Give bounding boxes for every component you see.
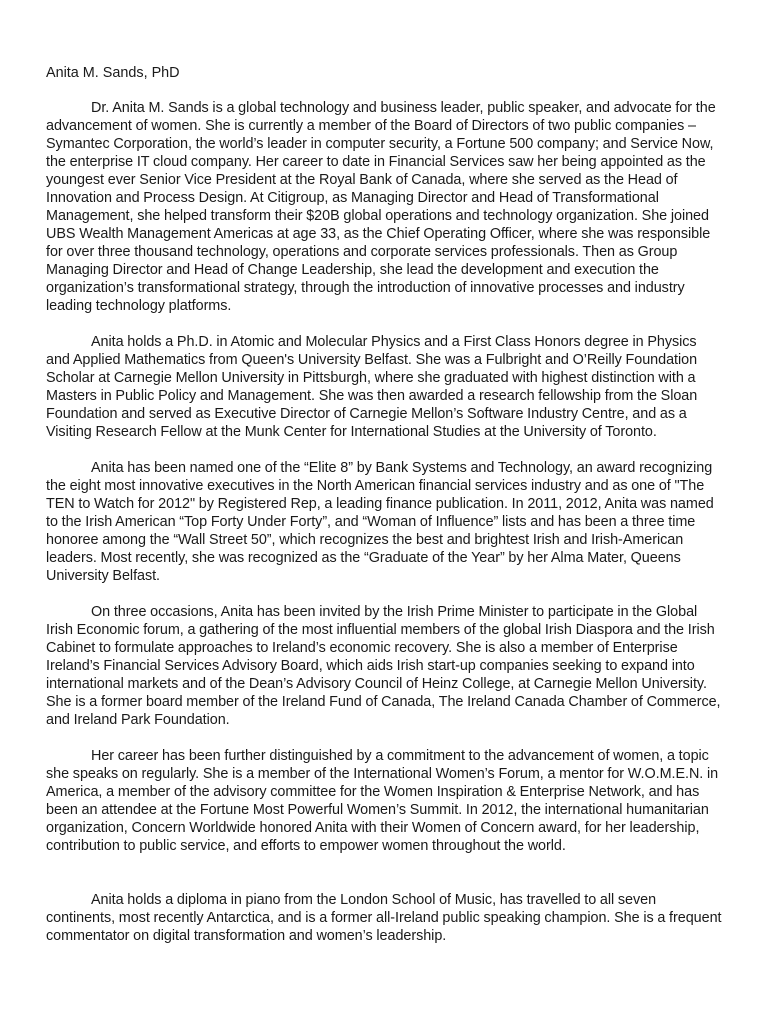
paragraph-irish-forum: On three occasions, Anita has been invited by the Irish Prime Minister to participate in the Global Irish Economic forum, a gathering of the most influential members of the global Irish Diaspora and the Irish Cabinet to formulate approaches to Ireland’s economic recovery. She is also a member of Enterprise Ireland’s Financial Services Advisory Board, which aids Irish start-up companies seeking to expand into international markets and of the Dean’s Advisory Council of Heinz College, at Carnegie Mellon University. She is a former board member of the Ireland Fund of Canada, The Ireland Canada Chamber of Commerce, and Ireland Park Foundation.	[46, 604, 721, 728]
paragraph-awards: Anita has been named one of the “Elite 8” by Bank Systems and Technology, an award recognizing the eight most innovative executives in the North American financial services industry and as one of "The TEN to Watch for 2012" by Registered Rep, a leading finance publication. In 2011, 2012, Anita was named to the Irish American “Top Forty Under Forty”, and “Woman of Influence” lists and has been a three time honoree among the “Wall Street 50”, which recognizes the best and brightest Irish and Irish-American leaders. Most recently, she was recognized as the “Graduate of the Year” by her Alma Mater, Queens University Belfast.	[46, 460, 714, 584]
paragraph-personal: Anita holds a diploma in piano from the London School of Music, has travelled to all seven continents, most recently Antarctica, and is a former all-Ireland public speaking champion. She is a frequent commentator on digital transformation and women’s leadership.	[46, 892, 722, 944]
paragraph-women-advocacy: Her career has been further distinguished by a commitment to the advancement of women, a topic she speaks on regularly. She is a member of the International Women’s Forum, a mentor for W.O.M.E.N. in America, a member of the advisory committee for the Women Inspiration & Enterprise Network, and has been an attendee at the Fortune Most Powerful Women’s Summit. In 2012, the international humanitarian organization, Concern Worldwide honored Anita with their Women of Concern award, for her leadership, contribution to public service, and efforts to empower women throughout the world.	[46, 748, 719, 854]
paragraph-overview: Dr. Anita M. Sands is a global technology and business leader, public speaker, and advocate for the advancement of women. She is currently a member of the Board of Directors of two public companies – Symantec Corporation, the world’s leader in computer security, a Fortune 500 company; and Service Now, the enterprise IT cloud company. Her career to date in Financial Services saw her being appointed as the youngest ever Senior Vice President at the Royal Bank of Canada, where she served as the Head of Innovation and Process Design. At Citigroup, as Managing Director and Head of Transformational Management, she helped transform their $20B global operations and technology organization. She joined UBS Wealth Management Americas at age 33, as the Chief Operating Officer, where she was responsible for over three thousand technology, operations and corporate services professionals. Then as Group Managing Director and Head of Change Leadership, she lead the development and execution the organization’s transformational strategy, through the introduction of innovative processes and industry leading technology platforms.	[46, 100, 716, 314]
paragraph-education: Anita holds a Ph.D. in Atomic and Molecular Physics and a First Class Honors degree in Physics and Applied Mathematics from Queen's University Belfast. She was a Fulbright and O’Reilly Foundation Scholar at Carnegie Mellon University in Pittsburgh, where she graduated with highest distinction with a Masters in Public Policy and Management. She was then awarded a research fellowship from the Sloan Foundation and served as Executive Director of Carnegie Mellon’s Software Industry Centre, and as a Visiting Research Fellow at the Munk Center for International Studies at the University of Toronto.	[46, 334, 698, 440]
document-title: Anita M. Sands, PhD	[46, 65, 180, 81]
